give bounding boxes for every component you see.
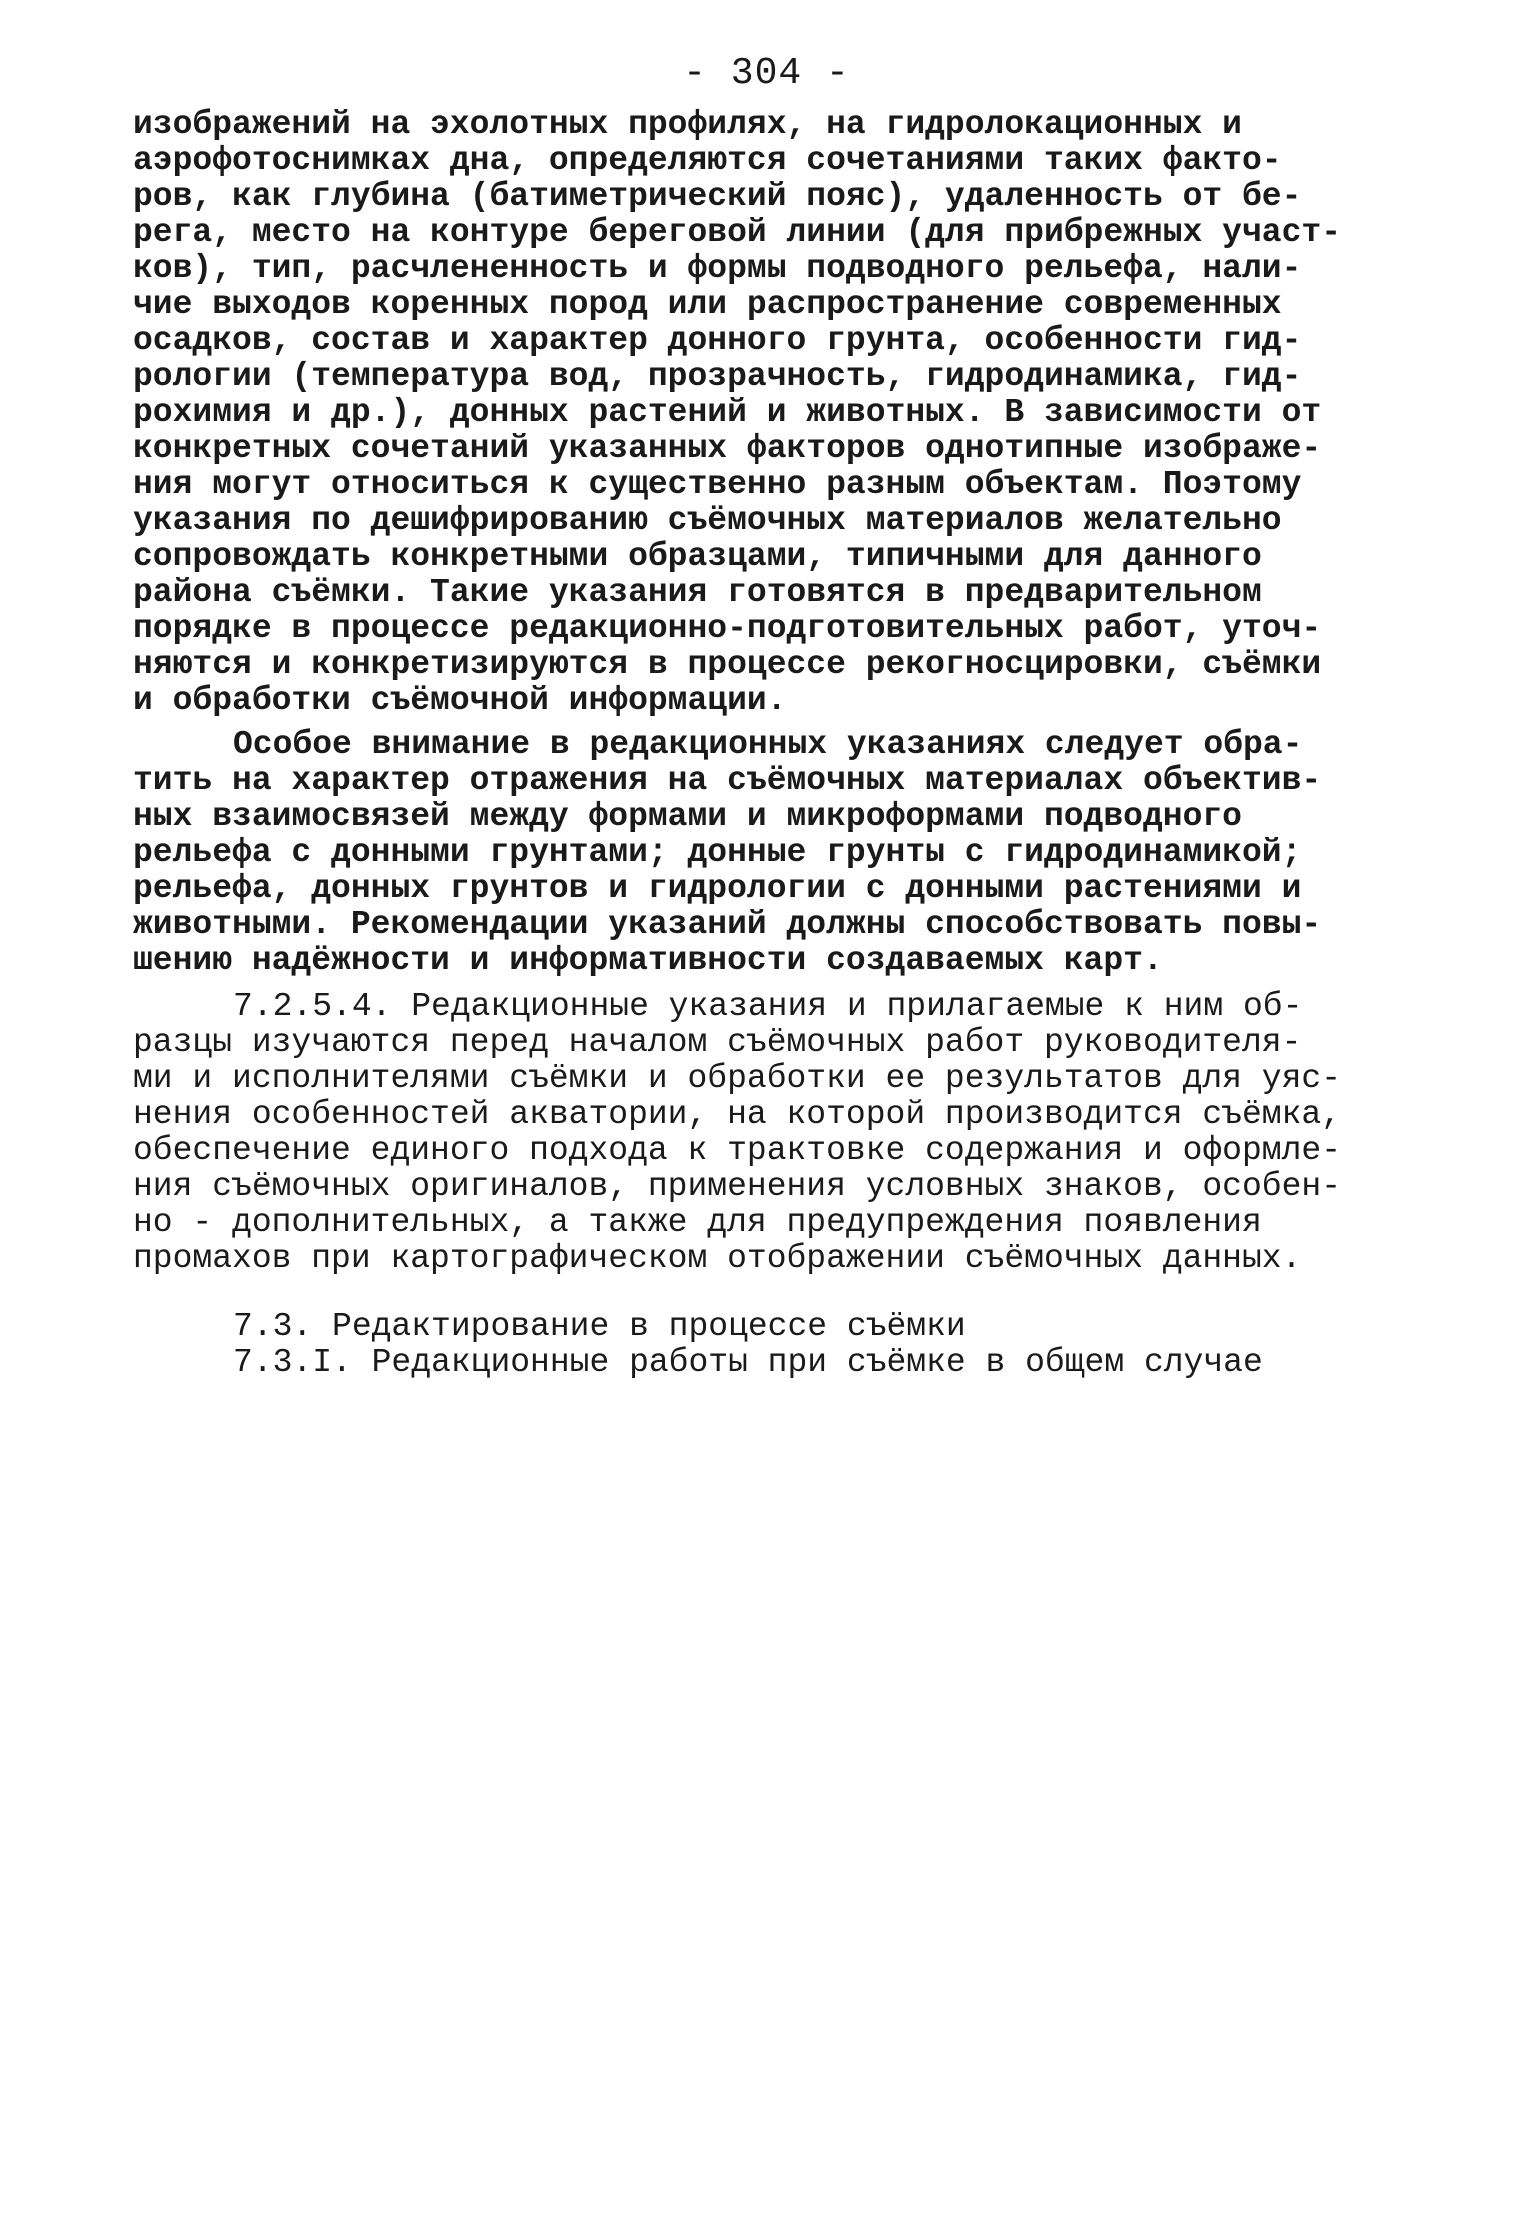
text-line: ков), тип, расчлененность и формы подводного рельефа, нали- xyxy=(133,250,1302,287)
text-line: животными. Рекомендации указаний должны способствовать повы- xyxy=(133,906,1322,943)
text-line: сопровождать конкретными образцами, типичными для данного xyxy=(133,538,1262,575)
text-line: промахов при картографическом отображении съёмочных данных. xyxy=(133,1240,1302,1277)
text-line: Особое внимание в редакционных указаниях следует обра- xyxy=(233,726,1303,763)
text-line: осадков, состав и характер донного грунта, особенности гид- xyxy=(133,322,1302,359)
text-line: конкретных сочетаний указанных факторов однотипные изображе- xyxy=(133,430,1322,467)
text-line: рельефа с донными грунтами; донные грунты с гидродинамикой; xyxy=(133,834,1302,871)
text-line: шению надёжности и информативности создаваемых карт. xyxy=(133,942,1163,979)
text-line: няются и конкретизируются в процессе рекогносцировки, съёмки xyxy=(133,646,1322,683)
text-line: и обработки съёмочной информации. xyxy=(133,682,787,719)
text-line: 7.2.5.4. Редакционные указания и прилагаемые к ним об- xyxy=(233,988,1303,1025)
text-line: чие выходов коренных пород или распространение современных xyxy=(133,286,1282,323)
section-heading: 7.3. Редактирование в процессе съёмки xyxy=(233,1308,966,1345)
text-line: обеспечение единого подхода к трактовке содержания и оформле- xyxy=(133,1132,1341,1169)
text-line: рельефа, донных грунтов и гидрологии с донными растениями и xyxy=(133,870,1302,907)
text-line: аэрофотоснимках дна, определяются сочетаниями таких факто- xyxy=(133,142,1282,179)
text-line: рега, место на контуре береговой линии (для прибрежных участ- xyxy=(133,214,1341,251)
text-line: разцы изучаются перед началом съёмочных работ руководителя- xyxy=(133,1024,1302,1061)
page-number: - 304 - xyxy=(683,52,850,95)
text-line: порядке в процессе редакционно-подготовительных работ, уточ- xyxy=(133,610,1322,647)
text-line: ных взаимосвязей между формами и микроформами подводного xyxy=(133,798,1242,835)
text-line: ров, как глубина (батиметрический пояс), удаленность от бе- xyxy=(133,178,1302,215)
text-line: ми и исполнителями съёмки и обработки ее результатов для уяс- xyxy=(133,1060,1341,1097)
text-line: указания по дешифрированию съёмочных материалов желательно xyxy=(133,502,1282,539)
text-line: нения особенностей акватории, на которой производится съёмка, xyxy=(133,1096,1341,1133)
text-line: района съёмки. Такие указания готовятся в предварительном xyxy=(133,574,1262,611)
text-line: ния могут относиться к существенно разным объектам. Поэтому xyxy=(133,466,1302,503)
text-line: но - дополнительных, а также для предупреждения появления xyxy=(133,1204,1262,1241)
text-line: изображений на эхолотных профилях, на гидролокационных и xyxy=(133,106,1242,143)
text-line: рохимия и др.), донных растений и животных. В зависимости от xyxy=(133,394,1322,431)
subsection-heading: 7.3.I. Редакционные работы при съёмке в общем случае xyxy=(233,1344,1263,1381)
text-line: ния съёмочных оригиналов, применения условных знаков, особен- xyxy=(133,1168,1341,1205)
text-line: рологии (температура вод, прозрачность, гидродинамика, гид- xyxy=(133,358,1302,395)
text-line: тить на характер отражения на съёмочных материалах объектив- xyxy=(133,762,1322,799)
